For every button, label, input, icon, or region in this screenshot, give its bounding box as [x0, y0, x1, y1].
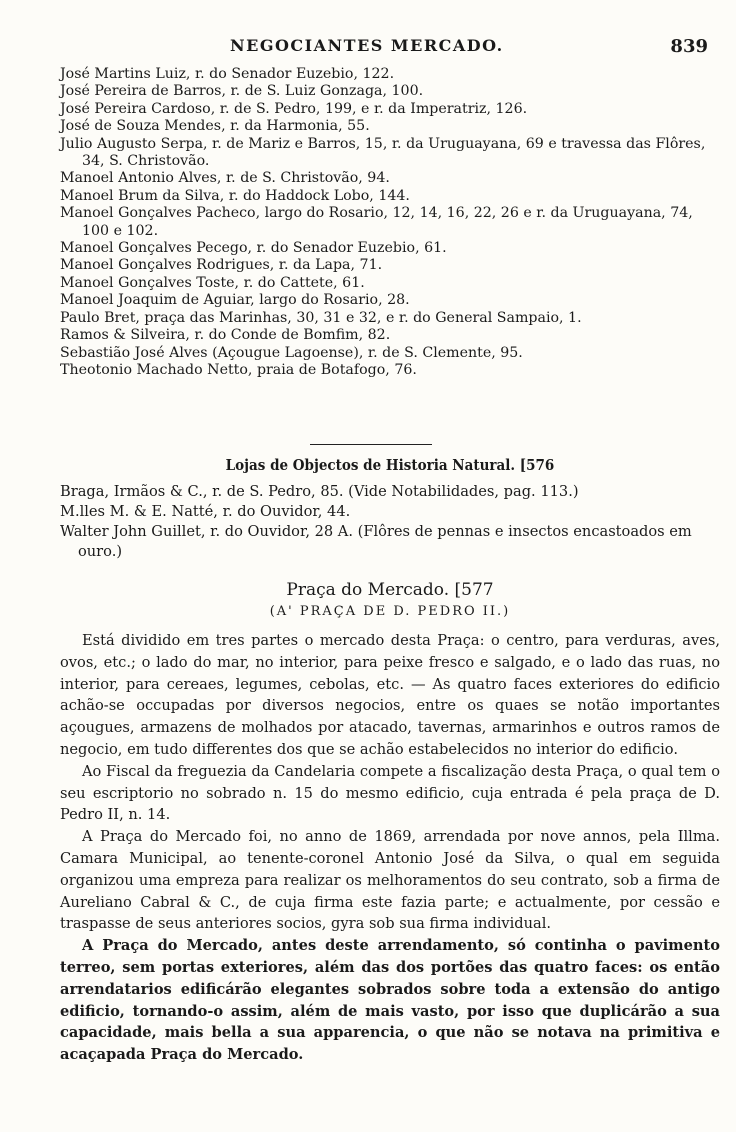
paragraph: A Praça do Mercado foi, no anno de 1869, arrendada por nove annos, pela Illma. Camara Municipal, ao tenente-coronel Antonio José da Silva, o qual em seguida organizou uma empreza para realizar os melhoramentos do seu contrato, sob a firma de Aureliano Cabral & C., de cuja firma este fazia parte; e actualmente, por cessão e traspasse de seus anteriores socios, gyra sob sua firma individual. [60, 828, 720, 933]
section-heading: Praça do Mercado. [577 [286, 580, 494, 600]
section-divider [310, 444, 432, 445]
list-item: Manoel Gonçalves Rodrigues, r. da Lapa, 71. [60, 257, 383, 274]
section-subheading: (A' PRAÇA DE D. PEDRO II.) [269, 604, 511, 619]
section-heading: Lojas de Objectos de Historia Natural. [576 [225, 456, 555, 474]
page-header [60, 36, 708, 62]
paragraph: A Praça do Mercado, antes deste arrendamento, só continha o pavimento terreo, sem portas exteriores, além das dos portões das quatro faces: os então arrendatarios edificárão elegantes sobrados sobre toda a extensão do antigo edificio, tornando-o assim, além de mais vasto, por isso que duplicárão a sua capacidade, mais bella a sua apparencia, o que não se notava na primitiva e acaçapada Praça do Mercado. [60, 937, 720, 1064]
list-item: Theotonio Machado Netto, praia de Botafogo, 76. [60, 361, 417, 378]
list-item: José Pereira Cardoso, r. de S. Pedro, 199, e r. da Imperatriz, 126. [60, 100, 528, 117]
shop-list [60, 482, 710, 562]
list-item: Julio Augusto Serpa, r. de Mariz e Barros, 15, r. da Uruguayana, 69 e travessa das Flôres, 34, S. Christovão. [60, 135, 706, 170]
list-item: Sebastião José Alves (Açougue Lagoense), r. de S. Clemente, 95. [60, 344, 523, 361]
list-item: José de Souza Mendes, r. da Harmonia, 55. [60, 118, 370, 135]
list-item: M.lles M. & E. Natté, r. do Ouvidor, 44. [60, 503, 351, 520]
list-item: José Pereira de Barros, r. de S. Luiz Gonzaga, 100. [60, 83, 424, 100]
list-item: Ramos & Silveira, r. do Conde de Bomfim, 82. [60, 327, 391, 344]
list-item: Braga, Irmãos & C., r. de S. Pedro, 85. (Vide Notabilidades, pag. 113.) [60, 483, 579, 500]
list-item: Paulo Bret, praça das Marinhas, 30, 31 e 32, e r. do General Sampaio, 1. [60, 309, 582, 326]
list-item: Manoel Brum da Silva, r. do Haddock Lobo, 144. [60, 187, 410, 204]
list-item: Manoel Gonçalves Pacheco, largo do Rosario, 12, 14, 16, 22, 26 e r. da Uruguayana, 74, 100 e 102. [60, 205, 693, 239]
list-item: Walter John Guillet, r. do Ouvidor, 28 A. (Flôres de pennas e insectos encastoados em ouro.) [60, 523, 692, 560]
page-number: 839 [670, 36, 708, 57]
list-item: Manoel Gonçalves Toste, r. do Cattete, 61. [60, 274, 365, 291]
list-item: José Martins Luiz, r. do Senador Euzebio, 122. [60, 66, 395, 82]
list-item: Manoel Joaquim de Aguiar, largo do Rosario, 28. [60, 292, 410, 309]
list-item: Manoel Gonçalves Pecego, r. do Senador Euzebio, 61. [60, 240, 447, 257]
paragraph: Ao Fiscal da freguezia da Candelaria compete a fiscalização desta Praça, o qual tem o seu escriptorio no sobrado n. 15 do mesmo edificio, cuja entrada é pela praça de D. Pedro II, n. 14. [60, 762, 720, 824]
list-item: Manoel Antonio Alves, r. de S. Christovão, 94. [60, 170, 390, 187]
running-title: NEGOCIANTES MERCADO. [230, 36, 504, 55]
merchant-list [60, 66, 720, 379]
section-body [60, 630, 720, 1066]
paragraph: Está dividido em tres partes o mercado desta Praça: o centro, para verduras, aves, ovos, etc.; o lado do mar, no interior, para peixe fresco e salgado, e o lado das ruas, no interior, para cereaes, legumes, cebolas, etc. — As quatro faces exteriores do edificio achão-se occupadas por diversos negocios, entre os quaes se notão importantes açougues, armazens de molhados por atacado, tavernas, armarinhos e outros ramos de negocio, em tudo differentes dos que se achão estabelecidos no interior do edificio. [60, 632, 720, 758]
